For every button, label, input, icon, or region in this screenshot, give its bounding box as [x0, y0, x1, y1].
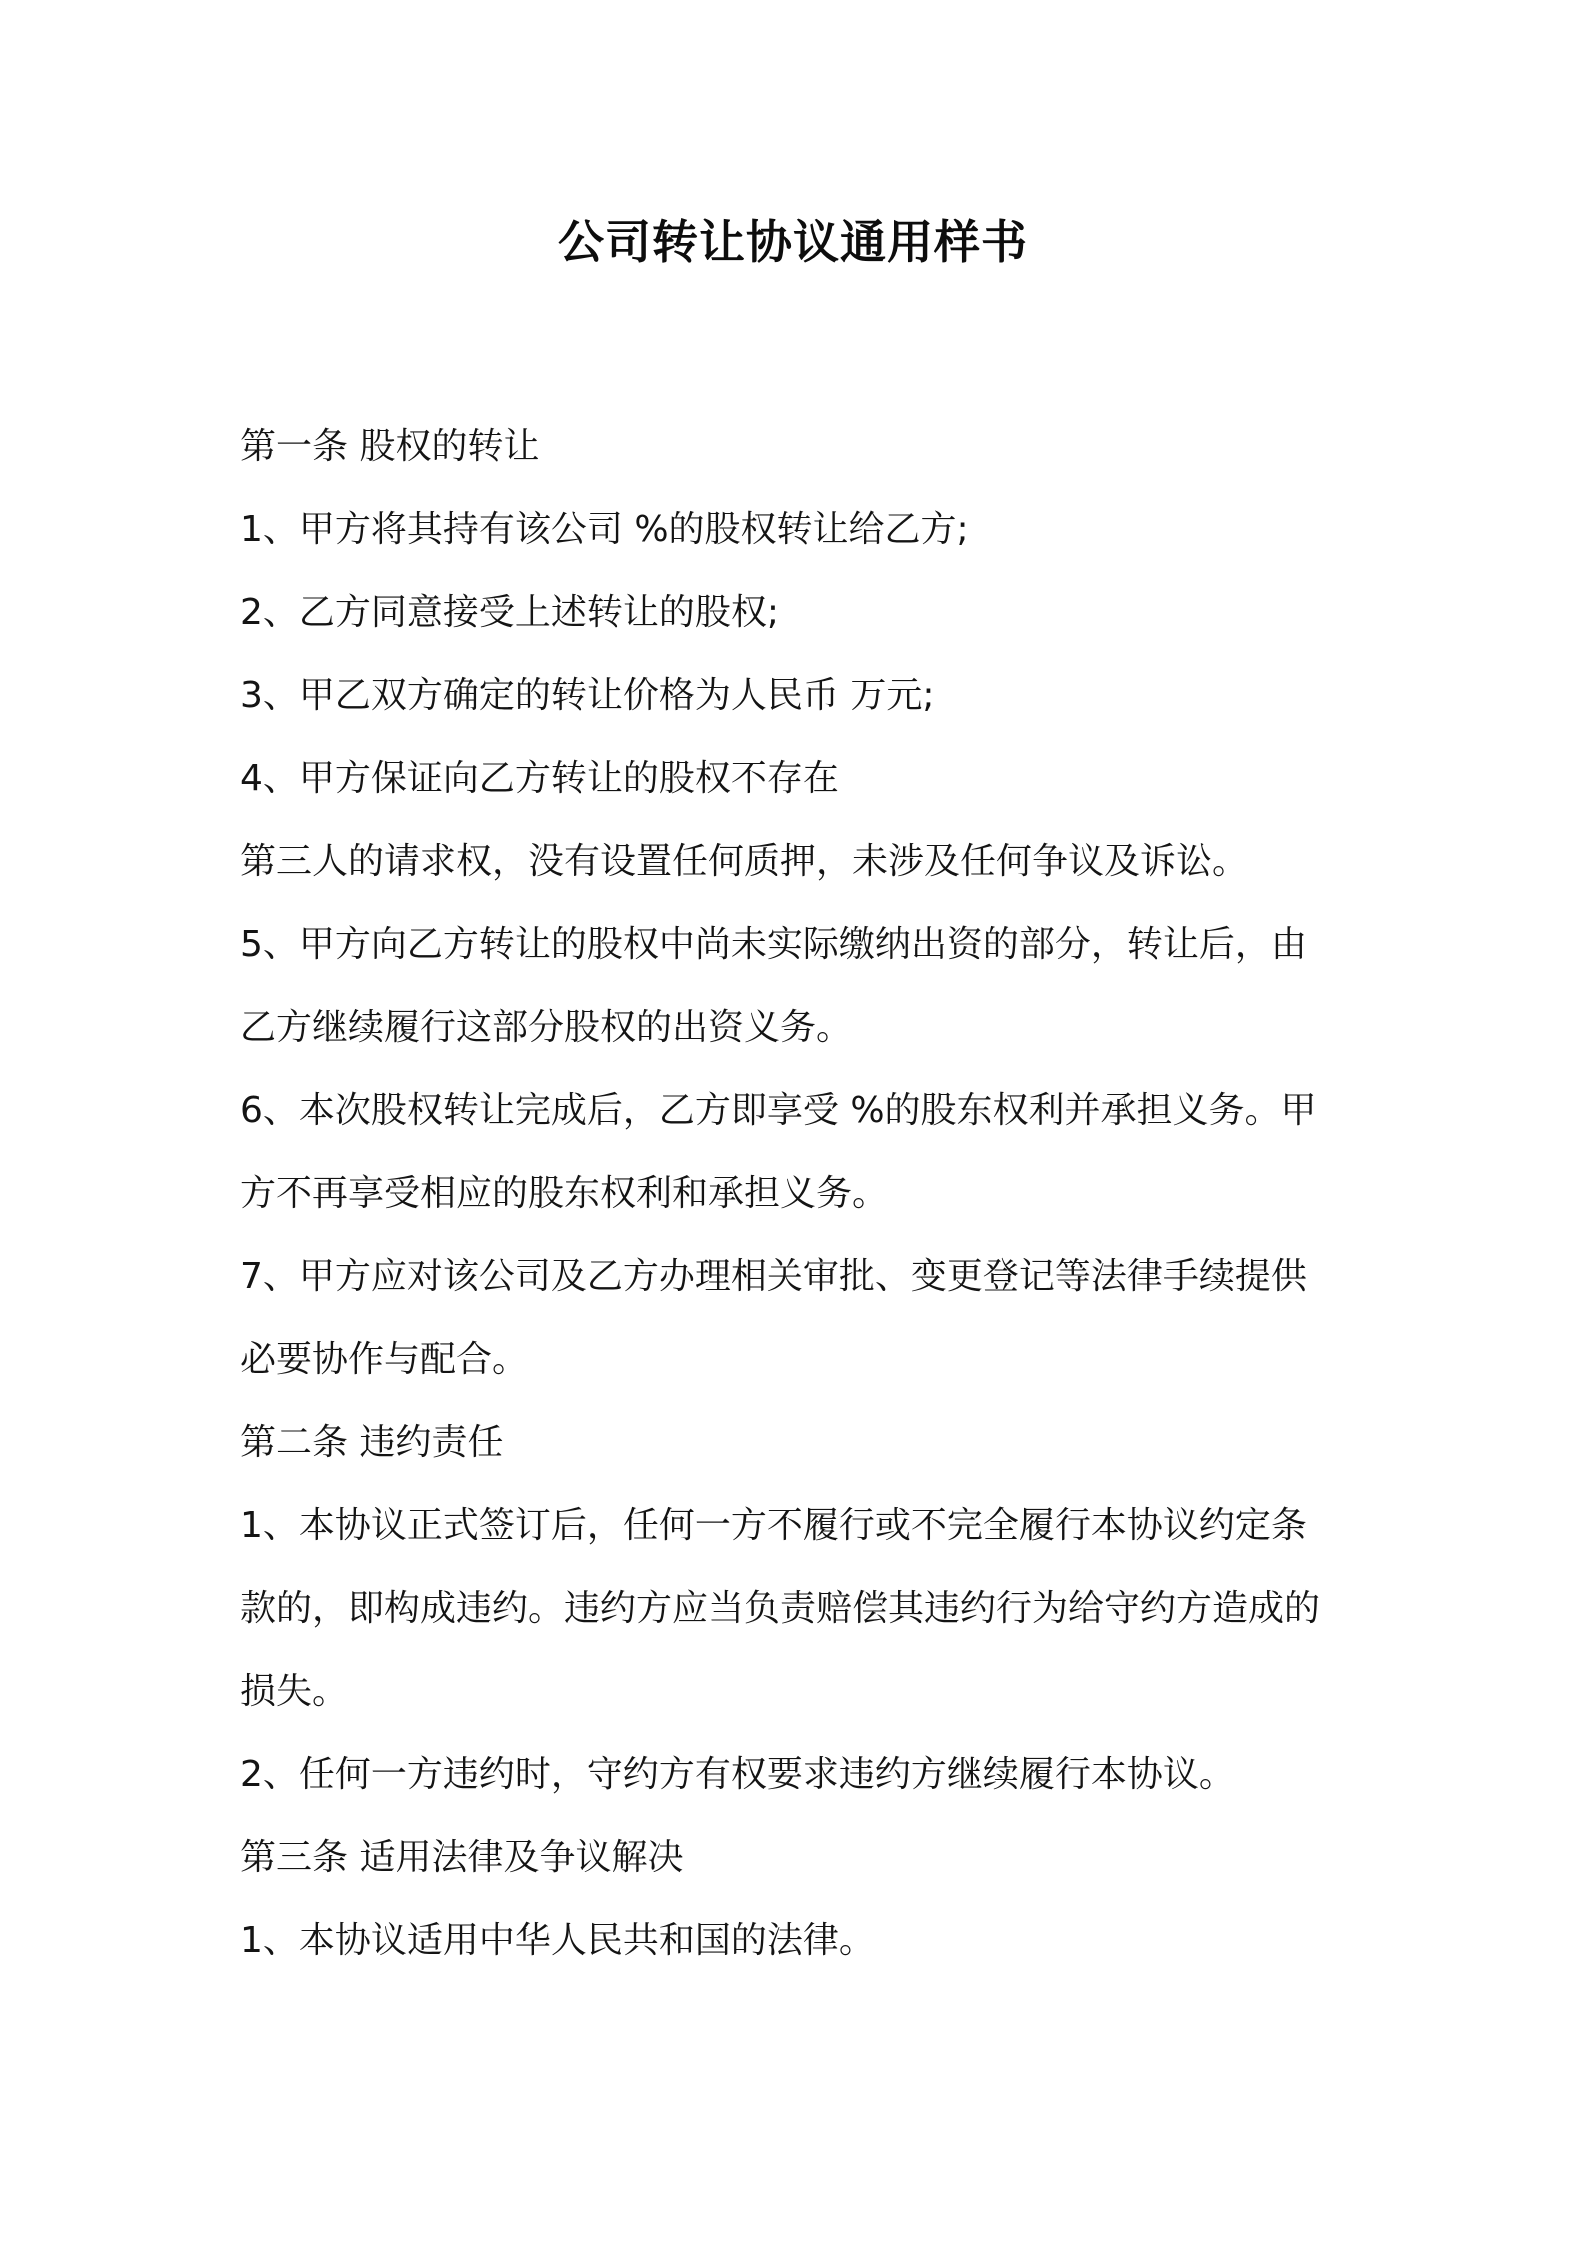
text-line: 1、本协议正式签订后，任何一方不履行或不完全履行本协议约定条 [240, 1505, 1307, 1546]
document-body [240, 405, 1360, 1982]
text-line: 损失。 [240, 1671, 349, 1712]
text-line: 7、甲方应对该公司及乙方办理相关审批、变更登记等法律手续提供 [240, 1256, 1307, 1297]
section-heading-3: 第三条 适用法律及争议解决 [240, 1837, 684, 1878]
text-line: 3、甲乙双方确定的转让价格为人民币 万元; [240, 675, 935, 716]
document-title: 公司转让协议通用样书 [558, 215, 1028, 269]
section-heading-2: 第二条 违约责任 [240, 1422, 504, 1463]
section-heading-1: 第一条 股权的转让 [240, 426, 540, 467]
text-line: 第三人的请求权，没有设置任何质押，未涉及任何争议及诉讼。 [240, 841, 1249, 882]
text-line: 2、任何一方违约时，守约方有权要求违约方继续履行本协议。 [240, 1754, 1235, 1795]
text-line: 1、本协议适用中华人民共和国的法律。 [240, 1920, 875, 1961]
text-line: 乙方继续履行这部分股权的出资义务。 [240, 1007, 853, 1048]
text-line: 5、甲方向乙方转让的股权中尚未实际缴纳出资的部分，转让后，由 [240, 924, 1307, 965]
text-line: 4、甲方保证向乙方转让的股权不存在 [240, 758, 839, 799]
text-line: 6、本次股权转让完成后，乙方即享受 %的股东权利并承担义务。甲 [240, 1090, 1317, 1131]
text-line: 方不再享受相应的股东权利和承担义务。 [240, 1173, 889, 1214]
text-line: 必要协作与配合。 [240, 1339, 529, 1380]
text-line: 款的，即构成违约。违约方应当负责赔偿其违约行为给守约方造成的 [240, 1588, 1321, 1629]
text-line: 2、乙方同意接受上述转让的股权; [240, 592, 780, 633]
text-line: 1、甲方将其持有该公司 %的股权转让给乙方; [240, 509, 969, 550]
